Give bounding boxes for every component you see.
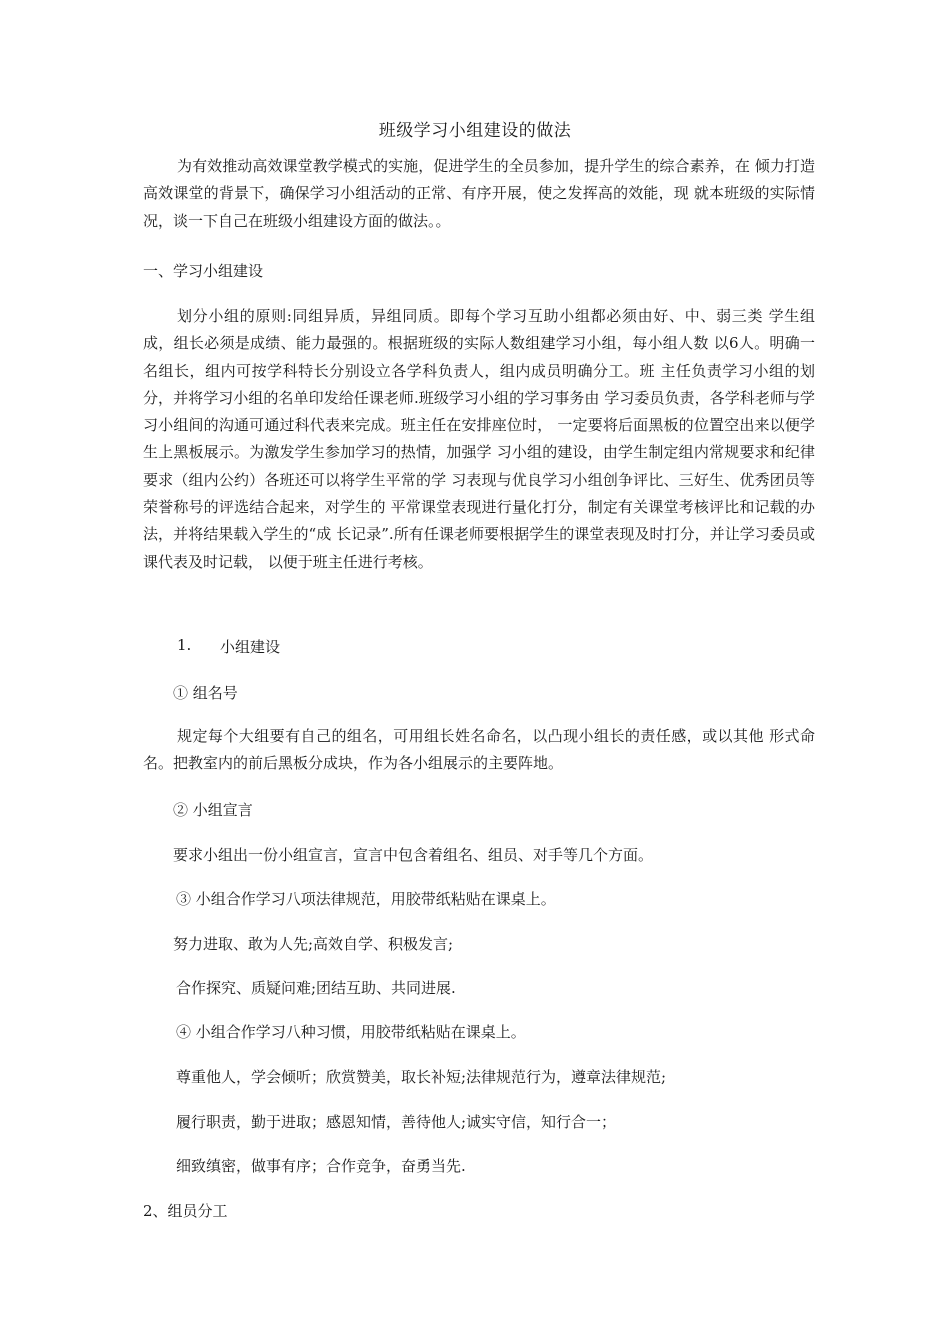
subsection1-number: 1. (177, 636, 192, 654)
item3-line-2: 合作探究、质疑问难;团结互助、共同进展. (176, 979, 456, 997)
item1-paragraph: 规定每个大组要有自己的组名，可用组长姓名命名，以凸现小组长的责任感，或以其他 形式命名。把教室内的前后黑板分成块，作为各小组展示的主要阵地。 (143, 727, 815, 773)
section2-heading: 2、组员分工 (143, 1202, 228, 1220)
item4-line-2: 履行职责，勤于进取；感恩知情，善待他人;诚实守信，知行合一； (176, 1113, 617, 1131)
section1-heading: 一、学习小组建设 (143, 262, 264, 280)
item2-paragraph: 要求小组出一份小组宣言，宣言中包含着组名、组员、对手等几个方面。 (173, 846, 654, 864)
section1-paragraph: 划分小组的原则:同组异质，异组同质。即每个学习互助小组都必须由好、中、弱三类 学生组成，组长必须是成绩、能力最强的。根据班级的实际人数组建学习小组，每小组人数 以6人。明确一名组长，组内可按学科特长分别设立各学科负责人，组内成员明确分工。班 主任负责学习小组的划分，并将学习小组的名单印发给任课老师.班级学习小组的学习事务由 学习委员负责，各学科老师与学习小组间的沟通可通过科代表来完成。班主任在安排座位时， 一定要将后面黑板的位置空出来以便学生上黑板展示。为激发学生参加学习的热情，加强学 习小组的建设，由学生制定组内常规要求和纪律要求（组内公约）各班还可以将学生平常的学 习表现与优良学习小组创争评比、三好生、优秀团员等荣誉称号的评选结合起来，对学生的 平常课堂表现进行量化打分，制定有关课堂考核评比和记载的办法，并将结果载入学生的“成 长记录”.所有任课老师要根据学生的课堂表现及时打分，并让学习委员或课代表及时记载， 以便于班主任进行考核。 (143, 307, 815, 571)
intro-paragraph: 为有效推动高效课堂教学模式的实施，促进学生的全员参加，提升学生的综合素养，在 倾力打造高效课堂的背景下，确保学习小组活动的正常、有序开展，使之发挥高的效能，现 就本班级的实际情况，谈一下自己在班级小组建设方面的做法。。 (143, 157, 815, 230)
item2-heading: ② 小组宣言 (173, 801, 253, 819)
item4-line-1: 尊重他人，学会倾听；欣赏赞美，取长补短;法律规范行为，遵章法律规范; (176, 1068, 667, 1086)
item4-line-3: 细致缜密，做事有序；合作竞争，奋勇当先. (176, 1157, 466, 1175)
subsection1-title: 小组建设 (220, 638, 281, 656)
item3-line-1: 努力进取、敢为人先;高效自学、积极发言; (173, 935, 454, 953)
document-title: 班级学习小组建设的做法 (378, 121, 572, 141)
item1-heading: ① 组名号 (173, 684, 238, 702)
item4-heading: ④ 小组合作学习八种习惯，用胶带纸粘贴在课桌上。 (176, 1023, 526, 1041)
item3-heading: ③ 小组合作学习八项法律规范，用胶带纸粘贴在课桌上。 (176, 890, 556, 908)
